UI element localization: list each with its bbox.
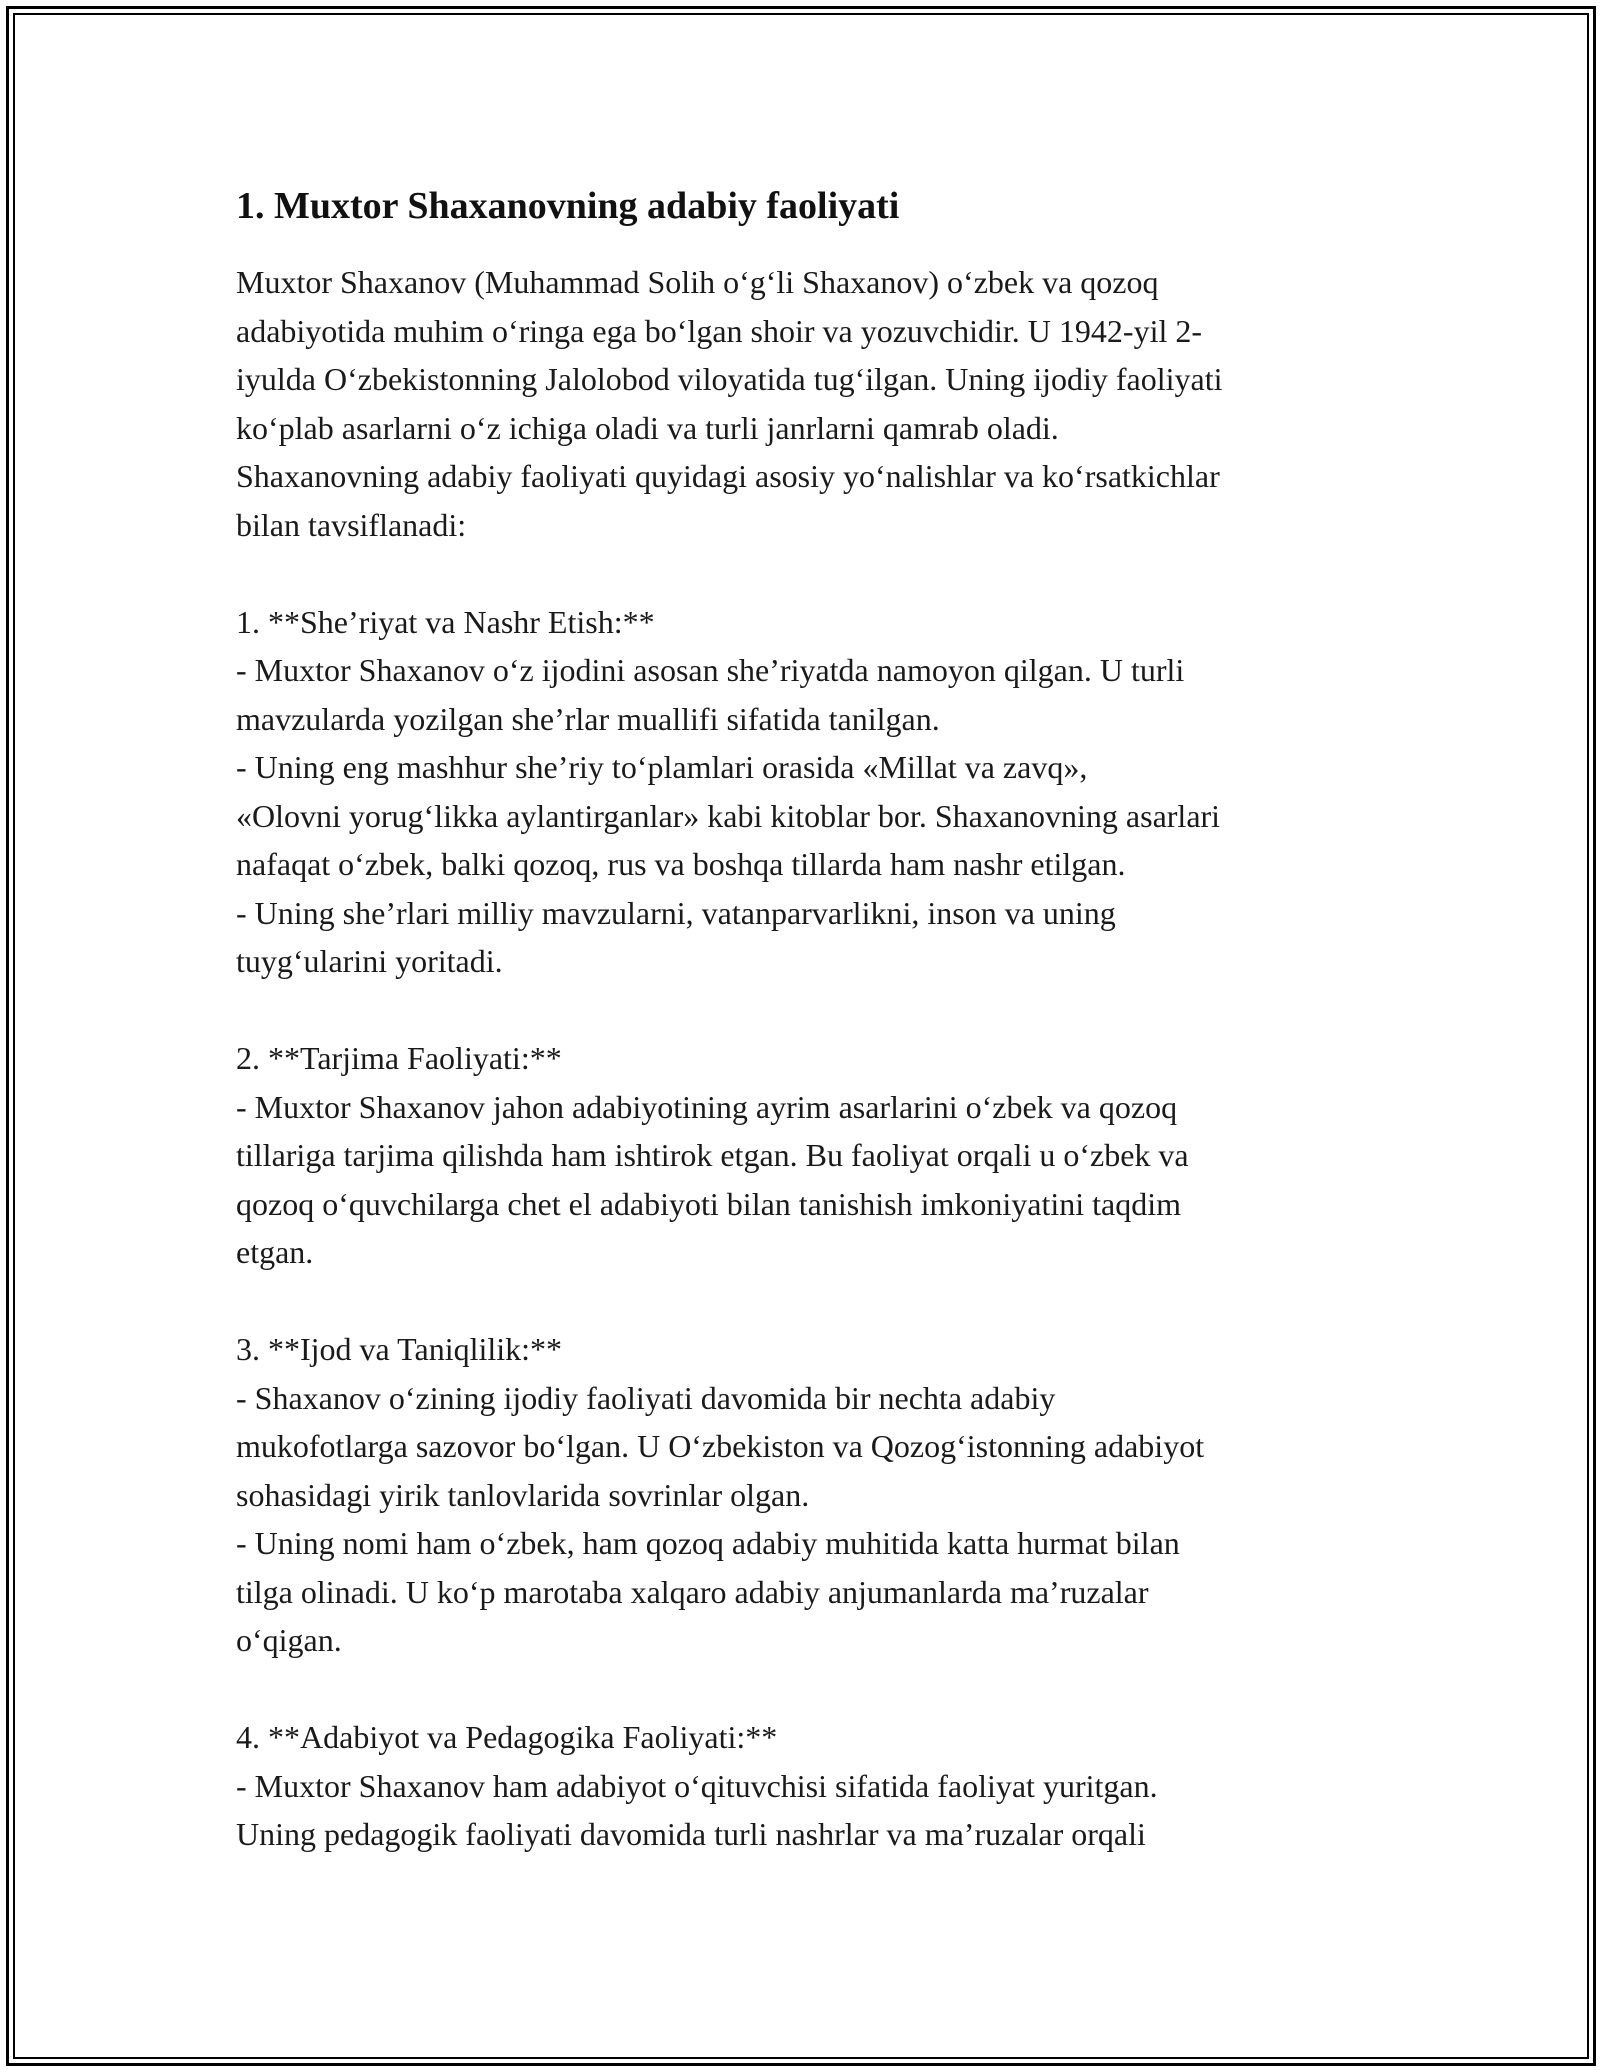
document-page [236, 182, 1386, 1859]
document-body-text: Muxtor Shaxanov (Muhammad Solih oʻgʻli Shaxanov) oʻzbek va qozoq adabiyotida muhim oʻringa ega boʻlgan shoir va yozuvchidir. U 1942-yil 2- iyulda Oʻzbekistonning Jalolobod viloyatida tugʻilgan. Uning ijodiy faoliyati koʻplab asarlarni oʻz ichiga oladi va turli janrlarni qamrab oladi. Shaxanovning adabiy faoliyati quyidagi asosiy yoʻnalishlar va koʻrsatkichlar bilan tavsiflanadi: 1. **She’riyat va Nashr Etish:** - Muxtor Shaxanov oʻz ijodini asosan she’riyatda namoyon qilgan. U turli mavzularda yozilgan she’rlar muallifi sifatida tanilgan. - Uning eng mashhur she’riy toʻplamlari orasida «Millat va zavq», «Olovni yorugʻlikka aylantirganlar» kabi kitoblar bor. Shaxanovning asarlari nafaqat oʻzbek, balki qozoq, rus va boshqa tillarda ham nashr etilgan. - Uning she’rlari milliy mavzularni, vatanparvarlikni, inson va uning tuygʻularini yoritadi. 2. **Tarjima Faoliyati:** - Muxtor Shaxanov jahon adabiyotining ayrim asarlarini oʻzbek va qozoq tillariga tarjima qilishda ham ishtirok etgan. Bu faoliyat orqali u oʻzbek va qozoq oʻquvchilarga chet el adabiyoti bilan tanishish imkoniyatini taqdim etgan. 3. **Ijod va Taniqlilik:** - Shaxanov oʻzining ijodiy faoliyati davomida bir nechta adabiy mukofotlarga sazovor boʻlgan. U Oʻzbekiston va Qozogʻistonning adabiyot sohasidagi yirik tanlovlarida sovrinlar olgan. - Uning nomi ham oʻzbek, ham qozoq adabiy muhitida katta hurmat bilan tilga olinadi. U koʻp marotaba xalqaro adabiy anjumanlarda ma’ruzalar oʻqigan. 4. **Adabiyot va Pedagogika Faoliyati:** - Muxtor Shaxanov ham adabiyot oʻqituvchisi sifatida faoliyat yuritgan. Uning pedagogik faoliyati davomida turli nashrlar va ma’ruzalar orqali [236, 264, 1223, 1852]
document-title: 1. Muxtor Shaxanovning adabiy faoliyati [236, 185, 900, 227]
